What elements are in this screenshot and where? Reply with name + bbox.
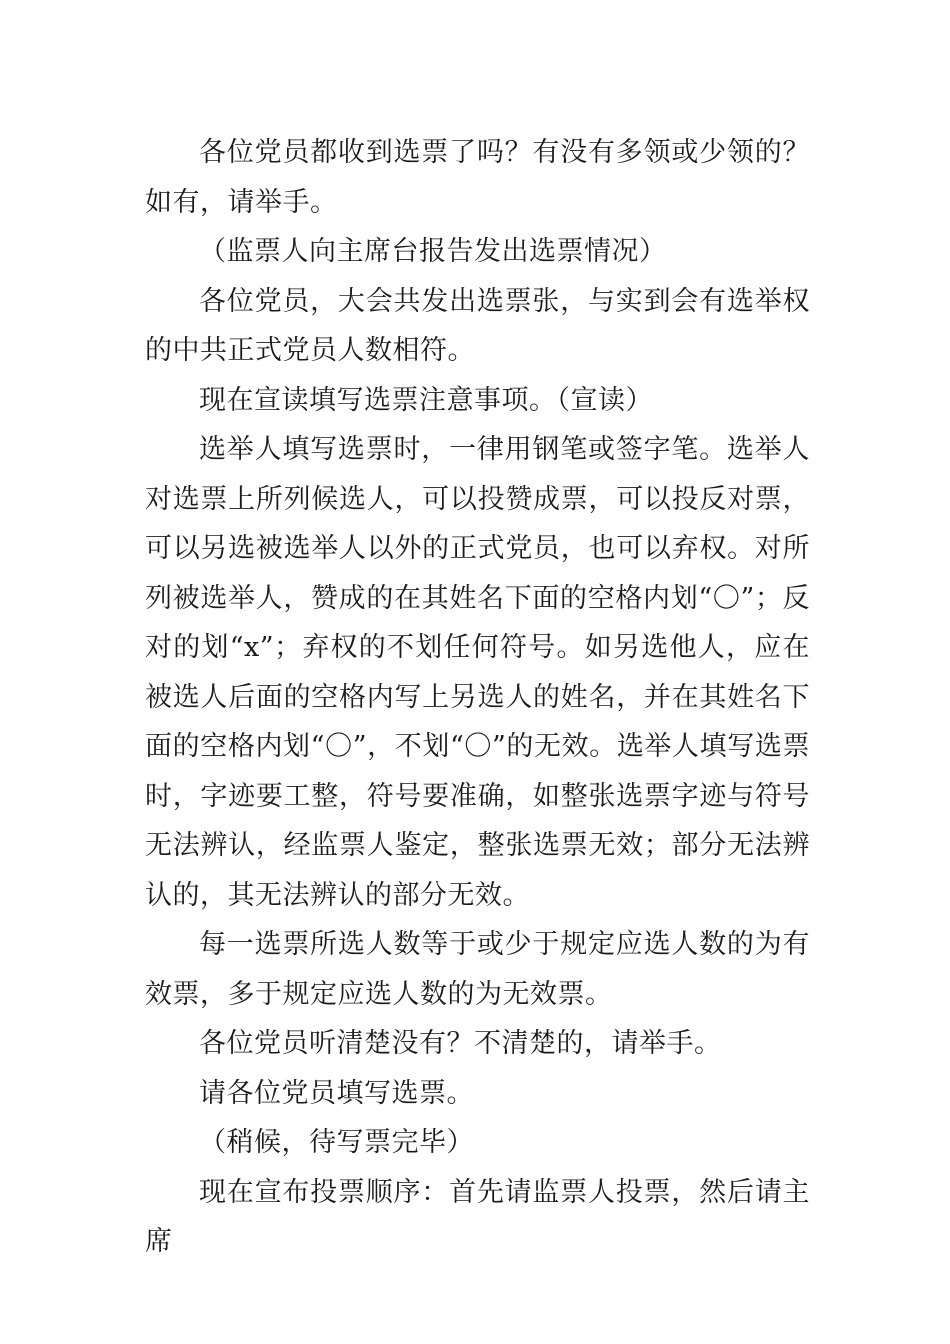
paragraph: （稍候，待写票完毕） [199, 1127, 474, 1158]
paragraph: 各位党员，大会共发出选票张，与实到会有选举权的中共正式党员人数相符。 [145, 285, 810, 366]
document-body [145, 128, 810, 1267]
paragraph: 各位党员听清楚没有？不清楚的，请举手。 [199, 1028, 722, 1059]
paragraph: 请各位党员填写选票。 [199, 1077, 474, 1109]
paragraph: 每一选票所选人数等于或少于规定应选人数的为有效票，多于规定应选人数的为无效票。 [145, 929, 810, 1010]
paragraph: 现在宣布投票顺序：首先请监票人投票，然后请主席 [145, 1176, 810, 1257]
paragraph: 现在宣读填写选票注意事项。（宣读） [199, 384, 653, 416]
paragraph: （监票人向主席台报告发出选票情况） [199, 236, 667, 267]
paragraph: 选举人填写选票时，一律用钢笔或签字笔。选举人对选票上所列候选人，可以投赞成票，可以投反对票，可以另选被选举人以外的正式党员，也可以弃权。对所列被选举人，赞成的在其姓名下面的空格内划“〇”；反对的划“x”；弃权的不划任何符号。如另选他人，应在被选人后面的空格内写上另选人的姓名，并在其姓名下面的空格内划“〇”，不划“〇”的无效。选举人填写选票时，字迹要工整，符号要准确，如整张选票字迹与符号无法辨认，经监票人鉴定，整张选票无效；部分无法辨认的，其无法辨认的部分无效。 [145, 434, 810, 911]
paragraph: 各位党员都收到选票了吗？有没有多领或少领的？如有，请举手。 [145, 137, 810, 218]
